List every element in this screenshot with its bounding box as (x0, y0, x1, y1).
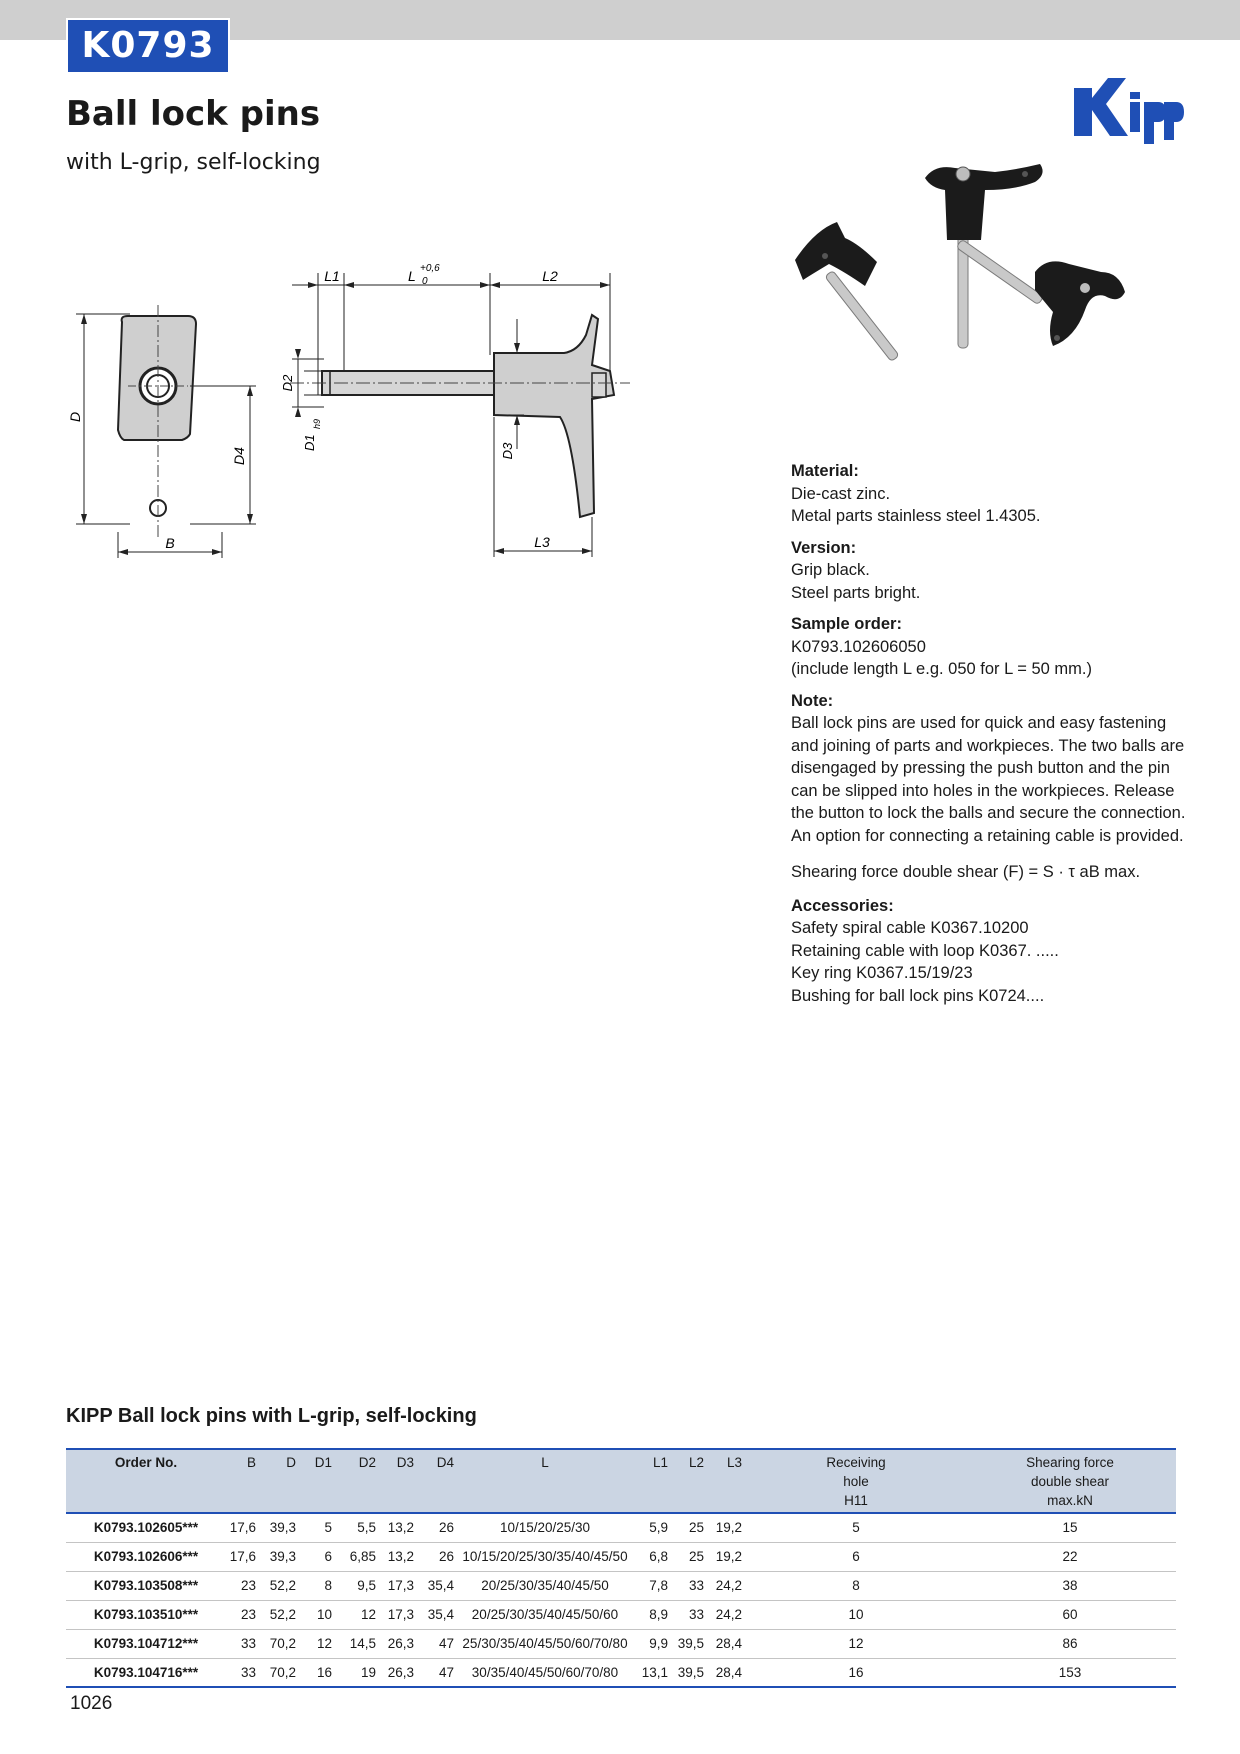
cell-order: K0793.102605*** (66, 1513, 226, 1542)
dim-label-D3: D3 (500, 442, 515, 460)
shear-formula: Shearing force double shear (F) = S · τ aB max. (791, 863, 1141, 881)
cell-D2: 19 (338, 1658, 382, 1687)
cell-L3: 19,2 (710, 1542, 748, 1571)
cell-D1: 10 (302, 1600, 338, 1629)
dim-label-D2: D2 (280, 374, 295, 392)
cell-order: K0793.104712*** (66, 1629, 226, 1658)
dim-label-B: B (165, 535, 175, 551)
material-heading: Material: (791, 462, 859, 480)
dim-label-D: D (67, 411, 83, 422)
material-line: Metal parts stainless steel 1.4305. (791, 507, 1041, 525)
cell-B: 17,6 (226, 1513, 262, 1542)
cell-D3: 13,2 (382, 1513, 420, 1542)
cell-shearing-force: 38 (964, 1571, 1176, 1600)
cell-D2: 12 (338, 1600, 382, 1629)
cell-D1: 6 (302, 1542, 338, 1571)
cell-shearing-force: 60 (964, 1600, 1176, 1629)
note-heading: Note: (791, 691, 834, 710)
cell-order: K0793.104716*** (66, 1658, 226, 1687)
page-subtitle: with L-grip, self-locking (66, 150, 321, 175)
cell-D2: 5,5 (338, 1513, 382, 1542)
note-line: and joining of parts and workpieces. The two balls are (791, 736, 1185, 755)
cell-D4: 35,4 (420, 1571, 460, 1600)
cell-D2: 6,85 (338, 1542, 382, 1571)
cell-receiving-hole: 12 (748, 1629, 964, 1658)
dim-label-L1: L1 (324, 268, 340, 284)
cell-L3: 24,2 (710, 1571, 748, 1600)
cell-L2: 39,5 (674, 1629, 710, 1658)
cell-D: 39,3 (262, 1513, 302, 1542)
cell-B: 17,6 (226, 1542, 262, 1571)
col-header-L1: L1 (652, 1455, 668, 1470)
note-section (791, 690, 1191, 884)
cell-D: 52,2 (262, 1600, 302, 1629)
cell-shearing-force: 15 (964, 1513, 1176, 1542)
cell-D3: 17,3 (382, 1571, 420, 1600)
cell-L: 10/15/20/25/30 (460, 1513, 630, 1542)
cell-D: 39,3 (262, 1542, 302, 1571)
cell-D3: 26,3 (382, 1629, 420, 1658)
cell-L: 20/25/30/35/40/45/50 (460, 1571, 630, 1600)
col-header-shearing-force-line: double shear (1030, 1474, 1110, 1489)
cell-D3: 26,3 (382, 1658, 420, 1687)
col-header-D: D (286, 1455, 296, 1470)
cell-L2: 39,5 (674, 1658, 710, 1687)
page-number: 1026 (70, 1693, 113, 1714)
cell-L3: 28,4 (710, 1658, 748, 1687)
cell-shearing-force: 22 (964, 1542, 1176, 1571)
table-row (66, 1513, 1176, 1542)
cell-L: 10/15/20/25/30/35/40/45/50 (460, 1542, 630, 1571)
cell-D4: 26 (420, 1542, 460, 1571)
cell-D1: 16 (302, 1658, 338, 1687)
cell-shearing-force: 86 (964, 1629, 1176, 1658)
col-header-L: L (541, 1455, 549, 1470)
cell-receiving-hole: 5 (748, 1513, 964, 1542)
col-header-shearing-force (964, 1449, 1176, 1513)
cell-D: 70,2 (262, 1658, 302, 1687)
material-line: Die-cast zinc. (791, 484, 891, 503)
page-title: Ball lock pins (66, 94, 321, 134)
product-code: K0793 (68, 20, 228, 72)
cell-L2: 25 (674, 1542, 710, 1571)
accessories-section (791, 895, 1191, 1008)
dim-label-D1: D1 (302, 434, 317, 451)
table-row (66, 1629, 1176, 1658)
accessory-line: Bushing for ball lock pins K0724.... (791, 986, 1045, 1005)
sample-order-heading: Sample order: (791, 615, 902, 633)
dim-label-L2: L2 (542, 268, 558, 284)
dim-label-L-tolerance-lower: 0 (422, 276, 428, 287)
cell-receiving-hole: 8 (748, 1571, 964, 1600)
col-header-B: B (246, 1455, 256, 1470)
col-header-receiving-hole-line: Receiving (826, 1455, 886, 1470)
cell-L: 25/30/35/40/45/50/60/70/80 (460, 1629, 630, 1658)
cell-receiving-hole: 10 (748, 1600, 964, 1629)
cell-L2: 33 (674, 1600, 710, 1629)
product-info (791, 460, 1191, 1016)
cell-D2: 9,5 (338, 1571, 382, 1600)
cell-D3: 17,3 (382, 1600, 420, 1629)
cell-order: K0793.103508*** (66, 1571, 226, 1600)
cell-shearing-force: 153 (964, 1658, 1176, 1687)
col-header-order: Order No. (114, 1455, 178, 1470)
col-header-D4: D4 (436, 1455, 454, 1470)
sample-order-line: (include length L e.g. 050 for L = 50 mm.) (791, 660, 1092, 678)
cell-B: 33 (226, 1629, 262, 1658)
dim-label-L3: L3 (534, 534, 550, 550)
note-line: can be slipped into holes in the workpieces. Release (791, 781, 1175, 800)
spec-table (66, 1448, 1176, 1688)
col-header-D2: D2 (358, 1455, 376, 1470)
cell-D4: 47 (420, 1629, 460, 1658)
product-code-badge (66, 18, 230, 74)
product-photo (785, 160, 1135, 390)
cell-L1: 6,8 (630, 1542, 674, 1571)
cell-L3: 24,2 (710, 1600, 748, 1629)
table-header-row (66, 1449, 1176, 1513)
cell-D: 70,2 (262, 1629, 302, 1658)
table-row (66, 1542, 1176, 1571)
cell-L: 20/25/30/35/40/45/50/60 (460, 1600, 630, 1629)
table-row (66, 1571, 1176, 1600)
table-row (66, 1600, 1176, 1629)
cell-L1: 13,1 (630, 1658, 674, 1687)
note-line: Ball lock pins are used for quick and easy fastening (791, 714, 1167, 732)
cell-D4: 26 (420, 1513, 460, 1542)
note-line: disengaged by pressing the push button and the pin (791, 759, 1170, 777)
cell-D3: 13,2 (382, 1542, 420, 1571)
note-line: An option for connecting a retaining cable is provided. (791, 826, 1184, 845)
accessory-line: Key ring K0367.15/19/23 (791, 964, 973, 982)
table-row (66, 1658, 1176, 1687)
cell-receiving-hole: 6 (748, 1542, 964, 1571)
cell-D1: 12 (302, 1629, 338, 1658)
cell-D2: 14,5 (338, 1629, 382, 1658)
cell-L3: 28,4 (710, 1629, 748, 1658)
cell-B: 23 (226, 1600, 262, 1629)
cell-L1: 9,9 (630, 1629, 674, 1658)
col-header-L3: L3 (726, 1455, 742, 1470)
cell-B: 33 (226, 1658, 262, 1687)
accessory-line: Safety spiral cable K0367.10200 (791, 919, 1029, 937)
version-section (791, 537, 1191, 605)
cell-L3: 19,2 (710, 1513, 748, 1542)
table-title: KIPP Ball lock pins with L-grip, self-locking (66, 1405, 477, 1427)
cell-D: 52,2 (262, 1571, 302, 1600)
col-header-D3: D3 (396, 1455, 414, 1470)
cell-B: 23 (226, 1571, 262, 1600)
col-header-L2: L2 (688, 1455, 704, 1470)
col-header-D1: D1 (314, 1455, 332, 1470)
version-line: Grip black. (791, 561, 870, 579)
dim-label-L: L (408, 268, 416, 284)
accessories-heading: Accessories: (791, 896, 894, 915)
version-line: Steel parts bright. (791, 583, 921, 602)
col-header-shearing-force-line: Shearing force (1026, 1455, 1114, 1470)
col-header-receiving-hole-line: hole (843, 1474, 869, 1489)
col-header-receiving-hole-line: H11 (844, 1493, 868, 1508)
cell-D4: 47 (420, 1658, 460, 1687)
sample-order-line: K0793.102606050 (791, 637, 926, 656)
cell-L1: 7,8 (630, 1571, 674, 1600)
note-line: the button to lock the balls and secure the connection. (791, 804, 1186, 822)
cell-L: 30/35/40/45/50/60/70/80 (460, 1658, 630, 1687)
col-header-shearing-force-line: max.kN (1047, 1493, 1093, 1508)
front-view-drawing (67, 300, 270, 560)
dim-label-L-tolerance-upper: +0,6 (420, 263, 440, 274)
cell-D1: 8 (302, 1571, 338, 1600)
dim-label-h9: h9 (312, 418, 322, 429)
cell-L1: 8,9 (630, 1600, 674, 1629)
accessory-line: Retaining cable with loop K0367. ..... (791, 941, 1059, 960)
version-heading: Version: (791, 538, 857, 557)
side-view-drawing (280, 255, 700, 565)
col-header-receiving-hole (748, 1449, 964, 1513)
cell-L1: 5,9 (630, 1513, 674, 1542)
cell-L2: 33 (674, 1571, 710, 1600)
sample-order-section (791, 613, 1191, 681)
cell-D4: 35,4 (420, 1600, 460, 1629)
kipp-logo (1072, 74, 1184, 160)
cell-L2: 25 (674, 1513, 710, 1542)
dim-label-D4: D4 (231, 447, 247, 465)
cell-order: K0793.103510*** (66, 1600, 226, 1629)
cell-D1: 5 (302, 1513, 338, 1542)
cell-receiving-hole: 16 (748, 1658, 964, 1687)
cell-order: K0793.102606*** (66, 1542, 226, 1571)
material-section (791, 460, 1191, 528)
